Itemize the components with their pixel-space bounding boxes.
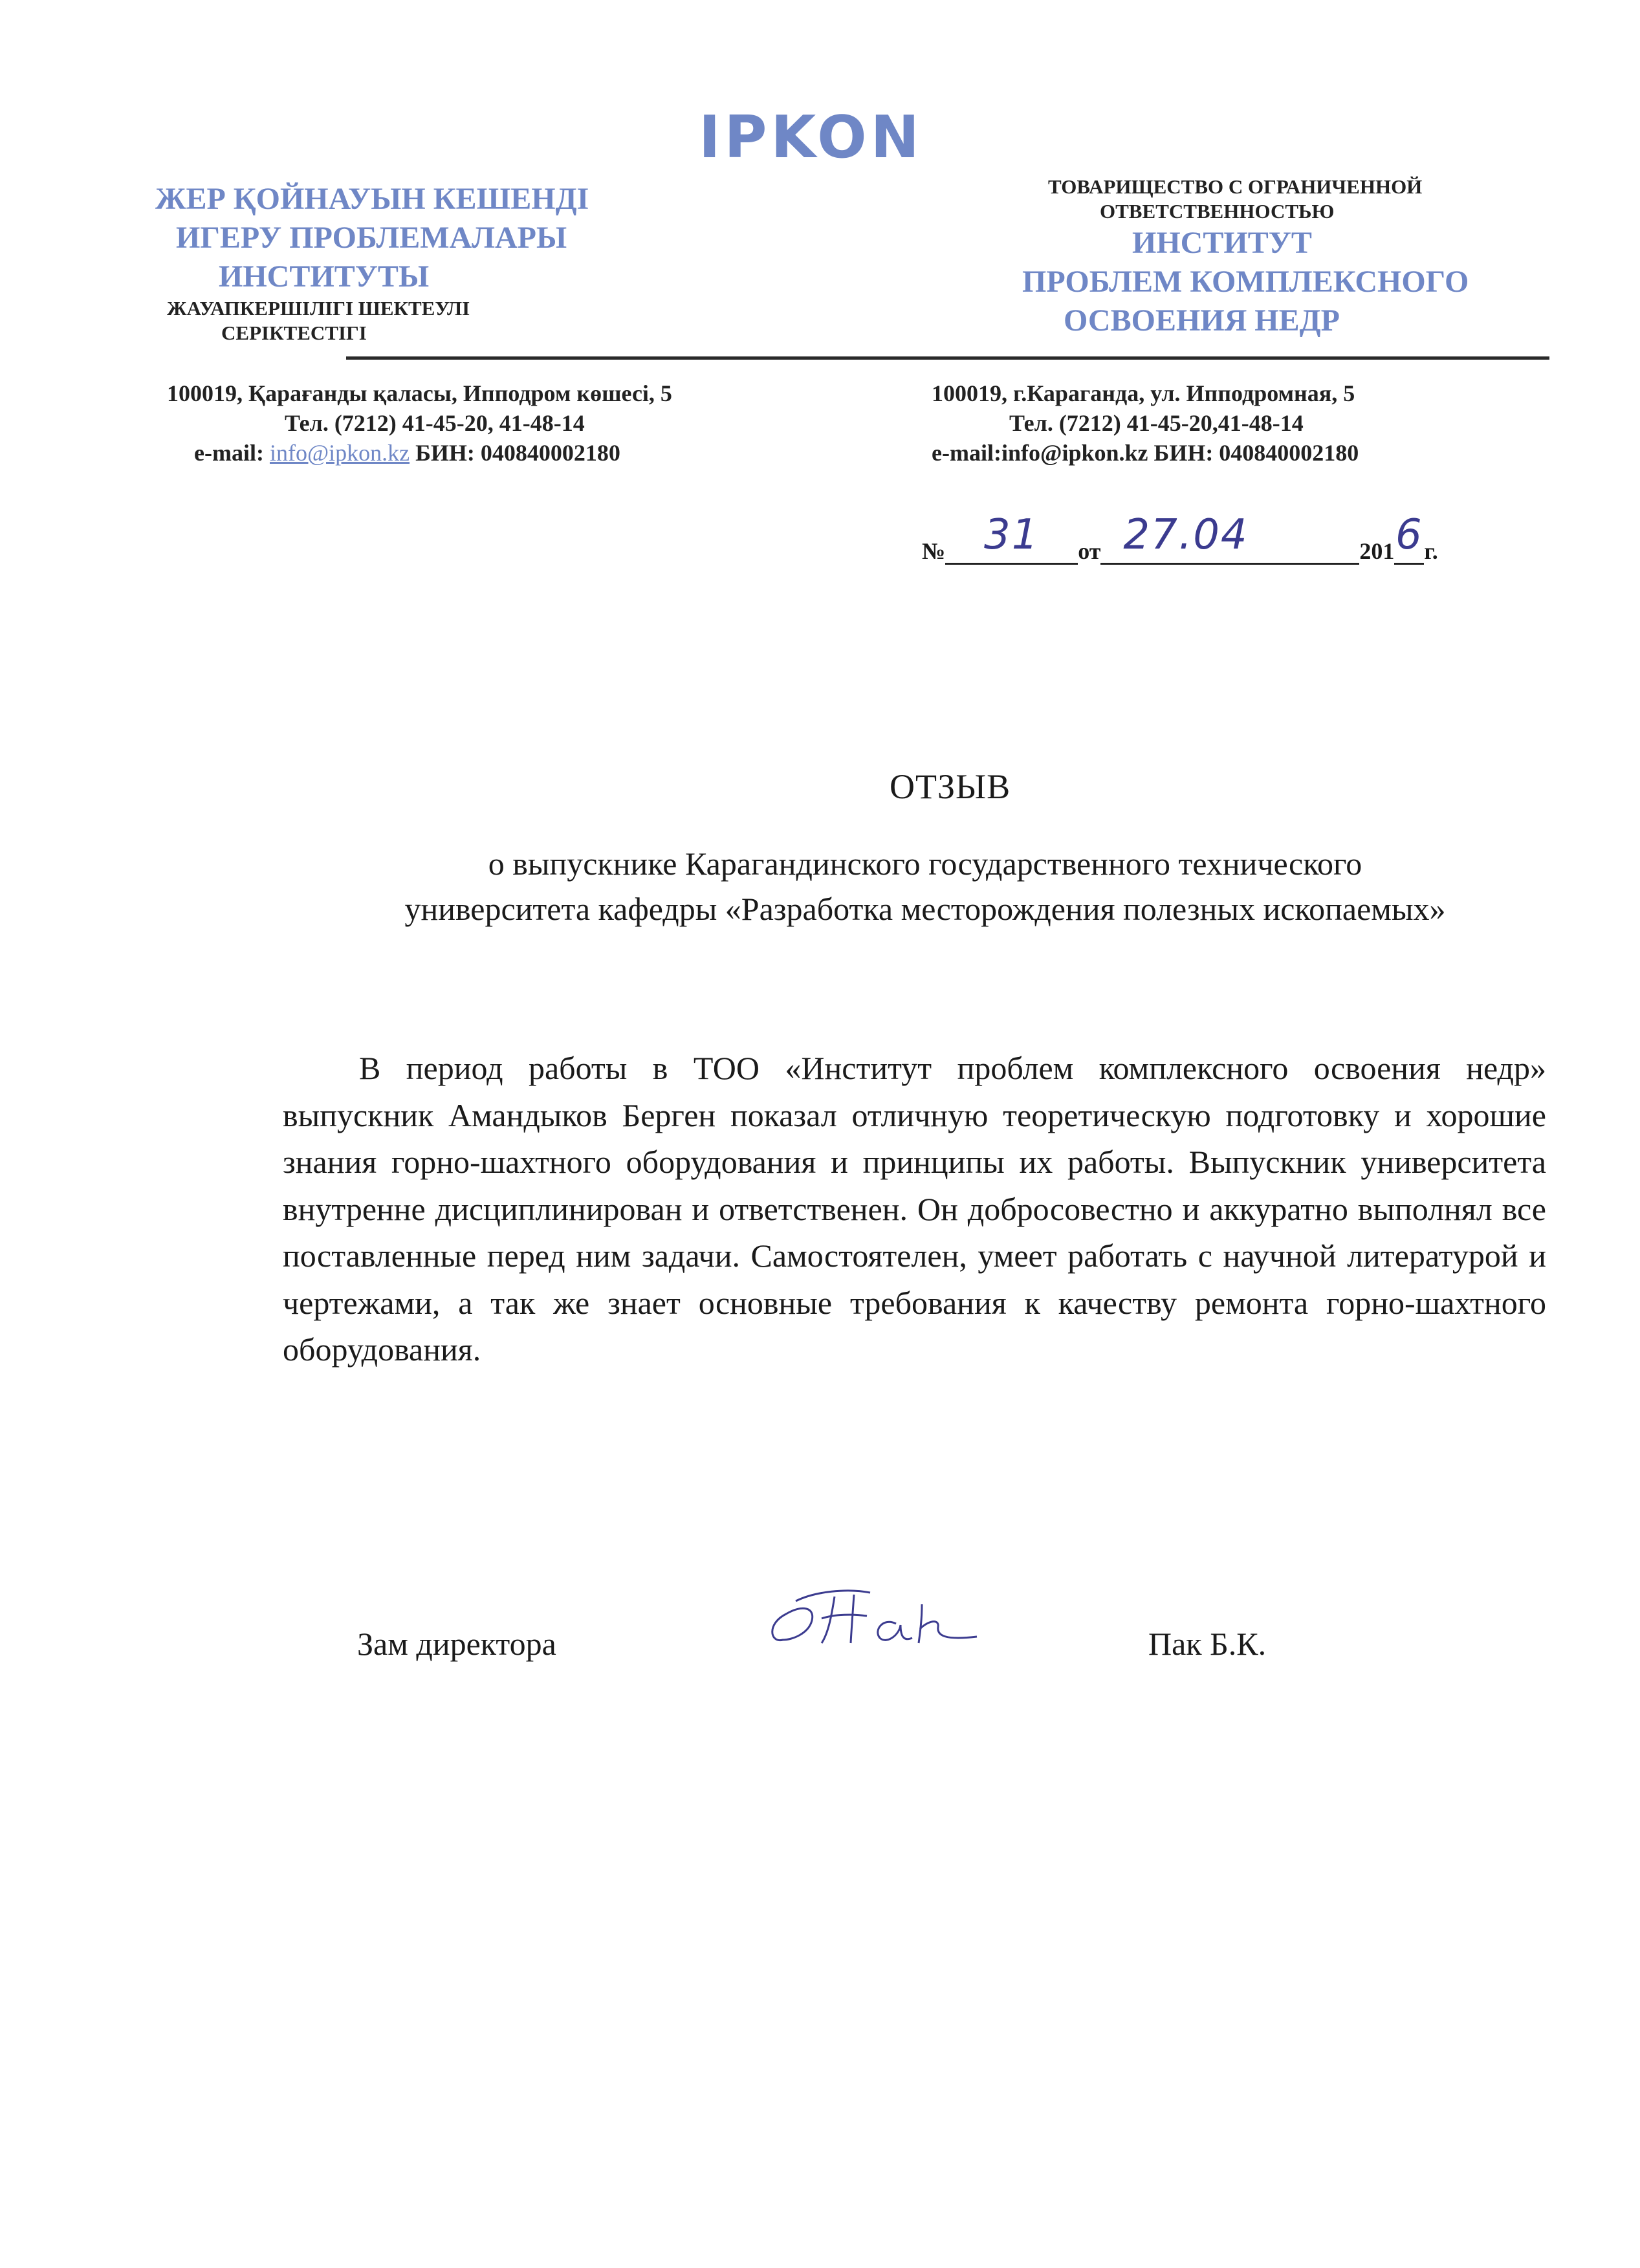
header-russian bbox=[1009, 175, 1566, 340]
number-value: 31 bbox=[983, 511, 1040, 559]
body-paragraph: В период работы в ТОО «Институт проблем комплексного освоения недр» выпускник Амандыков Берген показал отличную теоретическую подготовку и хорошие знания горно-шахтного оборудования и принципы их работы. Выпускник университета внутренне дисциплинирован и ответственен. Он добросовестно и аккуратно выполнял все поставленные перед ним задачи. Самостоятелен, умеет работать с научной литературой и чертежами, а так же знает основные требования к качеству ремонта горно-шахтного оборудования. bbox=[283, 1050, 1546, 1368]
kz-legal-form-line1: ЖАУАПКЕРШІЛІГІ ШЕКТЕУЛІ bbox=[167, 297, 470, 320]
number-label: № bbox=[922, 538, 946, 564]
kz-org-name-line1: ЖЕР ҚОЙНАУЫН КЕШЕНДІ bbox=[155, 182, 589, 216]
year-prefix: 201 bbox=[1359, 538, 1395, 564]
kz-email-line bbox=[162, 438, 809, 468]
company-logo: IPKON bbox=[699, 104, 923, 171]
number-blank bbox=[945, 511, 1078, 565]
ru-email-bin-line: e-mail:info@ipkon.kz БИН: 040840002180 bbox=[932, 440, 1359, 466]
signer-position: Зам директора bbox=[357, 1626, 556, 1662]
email-link[interactable]: info@ipkon.kz bbox=[269, 440, 410, 466]
kz-email-label: e-mail: bbox=[194, 440, 270, 466]
year-suffix: 6 bbox=[1395, 511, 1423, 559]
document-subtitle bbox=[311, 841, 1540, 932]
signer-name: Пак Б.К. bbox=[1148, 1626, 1267, 1662]
kz-phone-line: Тел. (7212) 41-45-20, 41-48-14 bbox=[285, 410, 585, 436]
date-blank bbox=[1100, 511, 1359, 565]
reference-line bbox=[922, 511, 1438, 565]
ru-phone-line: Тел. (7212) 41-45-20,41-48-14 bbox=[1009, 410, 1304, 436]
ru-org-name-line3: ОСВОЕНИЯ НЕДР bbox=[1064, 303, 1340, 338]
ru-org-name-line2: ПРОБЛЕМ КОМПЛЕКСНОГО bbox=[1022, 265, 1469, 299]
header-divider bbox=[346, 356, 1549, 360]
kz-legal-form-line2: СЕРІКТЕСТІГІ bbox=[221, 322, 367, 344]
year-label: г. bbox=[1424, 538, 1438, 564]
date-value: 27.04 bbox=[1123, 511, 1249, 559]
header-kazakh bbox=[149, 180, 640, 345]
ru-org-name-line1: ИНСТИТУТ bbox=[1132, 226, 1312, 260]
ru-address-line: 100019, г.Караганда, ул. Ипподромная, 5 bbox=[932, 380, 1355, 406]
address-kazakh bbox=[162, 378, 809, 468]
kz-org-name-line2: ИГЕРУ ПРОБЛЕМАЛАРЫ bbox=[176, 221, 567, 255]
kz-bin: БИН: 040840002180 bbox=[410, 440, 620, 466]
kz-address-line: 100019, Қарағанды қаласы, Ипподром көшесі, 5 bbox=[167, 380, 672, 406]
date-label: от bbox=[1078, 538, 1101, 564]
kz-org-name-line3: ИНСТИТУТЫ bbox=[219, 259, 430, 294]
subtitle-line2: университета кафедры «Разработка месторождения полезных ископаемых» bbox=[404, 891, 1446, 927]
document-title: ОТЗЫВ bbox=[890, 767, 1011, 806]
handwritten-signature bbox=[757, 1578, 1003, 1669]
year-blank bbox=[1394, 511, 1424, 565]
ru-legal-form-line2: ОТВЕТСТВЕННОСТЬЮ bbox=[1100, 200, 1335, 223]
address-russian bbox=[932, 378, 1514, 468]
subtitle-line1: о выпускнике Карагандинского государственного технического bbox=[488, 845, 1362, 882]
ru-legal-form-line1: ТОВАРИЩЕСТВО С ОГРАНИЧЕННОЙ bbox=[1048, 175, 1423, 198]
